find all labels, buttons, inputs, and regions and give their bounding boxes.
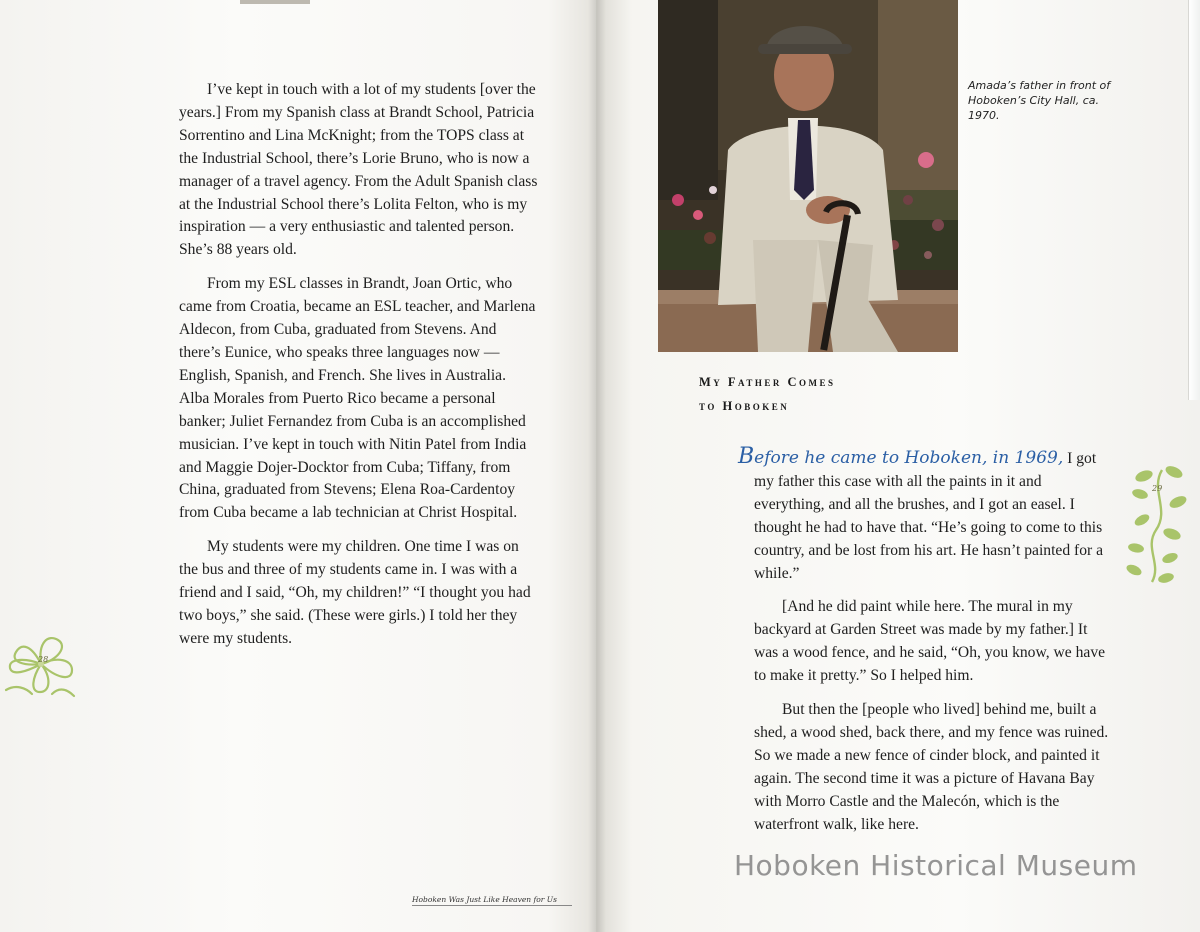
section-title xyxy=(699,370,959,418)
paragraph: [And he did paint while here. The mural in my backyard at Garden Street was made by my father.] It was a wood fence, and he said, “Oh, you know, we have to make it pretty.” So I helped him. xyxy=(754,598,1106,685)
lead-in-text: efore he came to Hoboken, in 1969, xyxy=(754,448,1064,468)
section-title-line: My Father Comes xyxy=(699,375,836,389)
gutter-shadow xyxy=(588,0,606,932)
father-photo xyxy=(658,0,958,352)
left-page-text xyxy=(179,79,539,662)
lead-in-capital: B xyxy=(738,444,755,469)
next-page-edge xyxy=(1188,0,1200,400)
paragraph xyxy=(738,444,1114,585)
page-number-vine-ornament xyxy=(1122,460,1192,588)
museum-watermark: Hoboken Historical Museum xyxy=(734,849,1138,882)
paragraph: From my ESL classes in Brandt, Joan Ortic, who came from Croatia, became an ESL teacher, and Marlena Aldecon, from Cuba, graduated from Stevens. And there’s Eunice, who speaks three languages now — English, Spanish, and French. She lives in Australia. Alba Morales from Puerto Rico became a personal banker; Juliet Fernandez from Cuba is an accomplished musician. I’ve kept in touch with Nitin Patel from India and Maggie Dojer-Docktor from Cuba; Tiffany, from China, graduated from Stevens; Elena Roa-Cardentoy from Cuba became a lab technician at Christ Hospital. xyxy=(179,275,536,522)
lead-in xyxy=(738,444,1064,469)
section-title-line: to Hoboken xyxy=(699,399,790,413)
paragraph-text: I got my father this case with all the paints in it and everything, and all the brushes, and I got an easel. I thought he had to have that. “He’s going to come to this country, and be lost from his art. He hasn’t painted for a while.” xyxy=(754,450,1104,582)
right-page-text xyxy=(738,444,1114,848)
photo-caption: Amada’s father in front of Hoboken’s City Hall, ca. 1970. xyxy=(968,79,1111,122)
page-number-flower-ornament xyxy=(2,628,80,700)
flower-icon xyxy=(2,628,80,700)
page-number: 28 xyxy=(38,655,49,664)
paragraph: I’ve kept in touch with a lot of my students [over the years.] From my Spanish class at Brandt School, Patricia Sorrentino and Lina McKnight; from the TOPS class at the Industrial School, there’s Lorie Bruno, who is now a manager of a travel agency. From the Adult Spanish class at the Industrial School there’s Lolita Felton, who is my inspiration — a very enthusiastic and talented person. She’s 88 years old. xyxy=(179,81,538,259)
running-footer: Hoboken Was Just Like Heaven for Us xyxy=(412,895,572,906)
paragraph: My students were my children. One time I was on the bus and three of my students came in. I was with a friend and I said, “Oh, my children!” “I thought you had two boys,” she said. (These were girls.) I told her they were my students. xyxy=(179,538,531,647)
page-number: 29 xyxy=(1152,484,1163,493)
vine-icon xyxy=(1122,460,1192,588)
top-mark xyxy=(240,0,310,4)
paragraph: But then the [people who lived] behind me, built a shed, a wood shed, back there, and my fence was ruined. So we made a new fence of cinder block, and painted it again. The second time it was a picture of Havana Bay with Morro Castle and the Malecón, which is the waterfront walk, like here. xyxy=(754,701,1109,833)
